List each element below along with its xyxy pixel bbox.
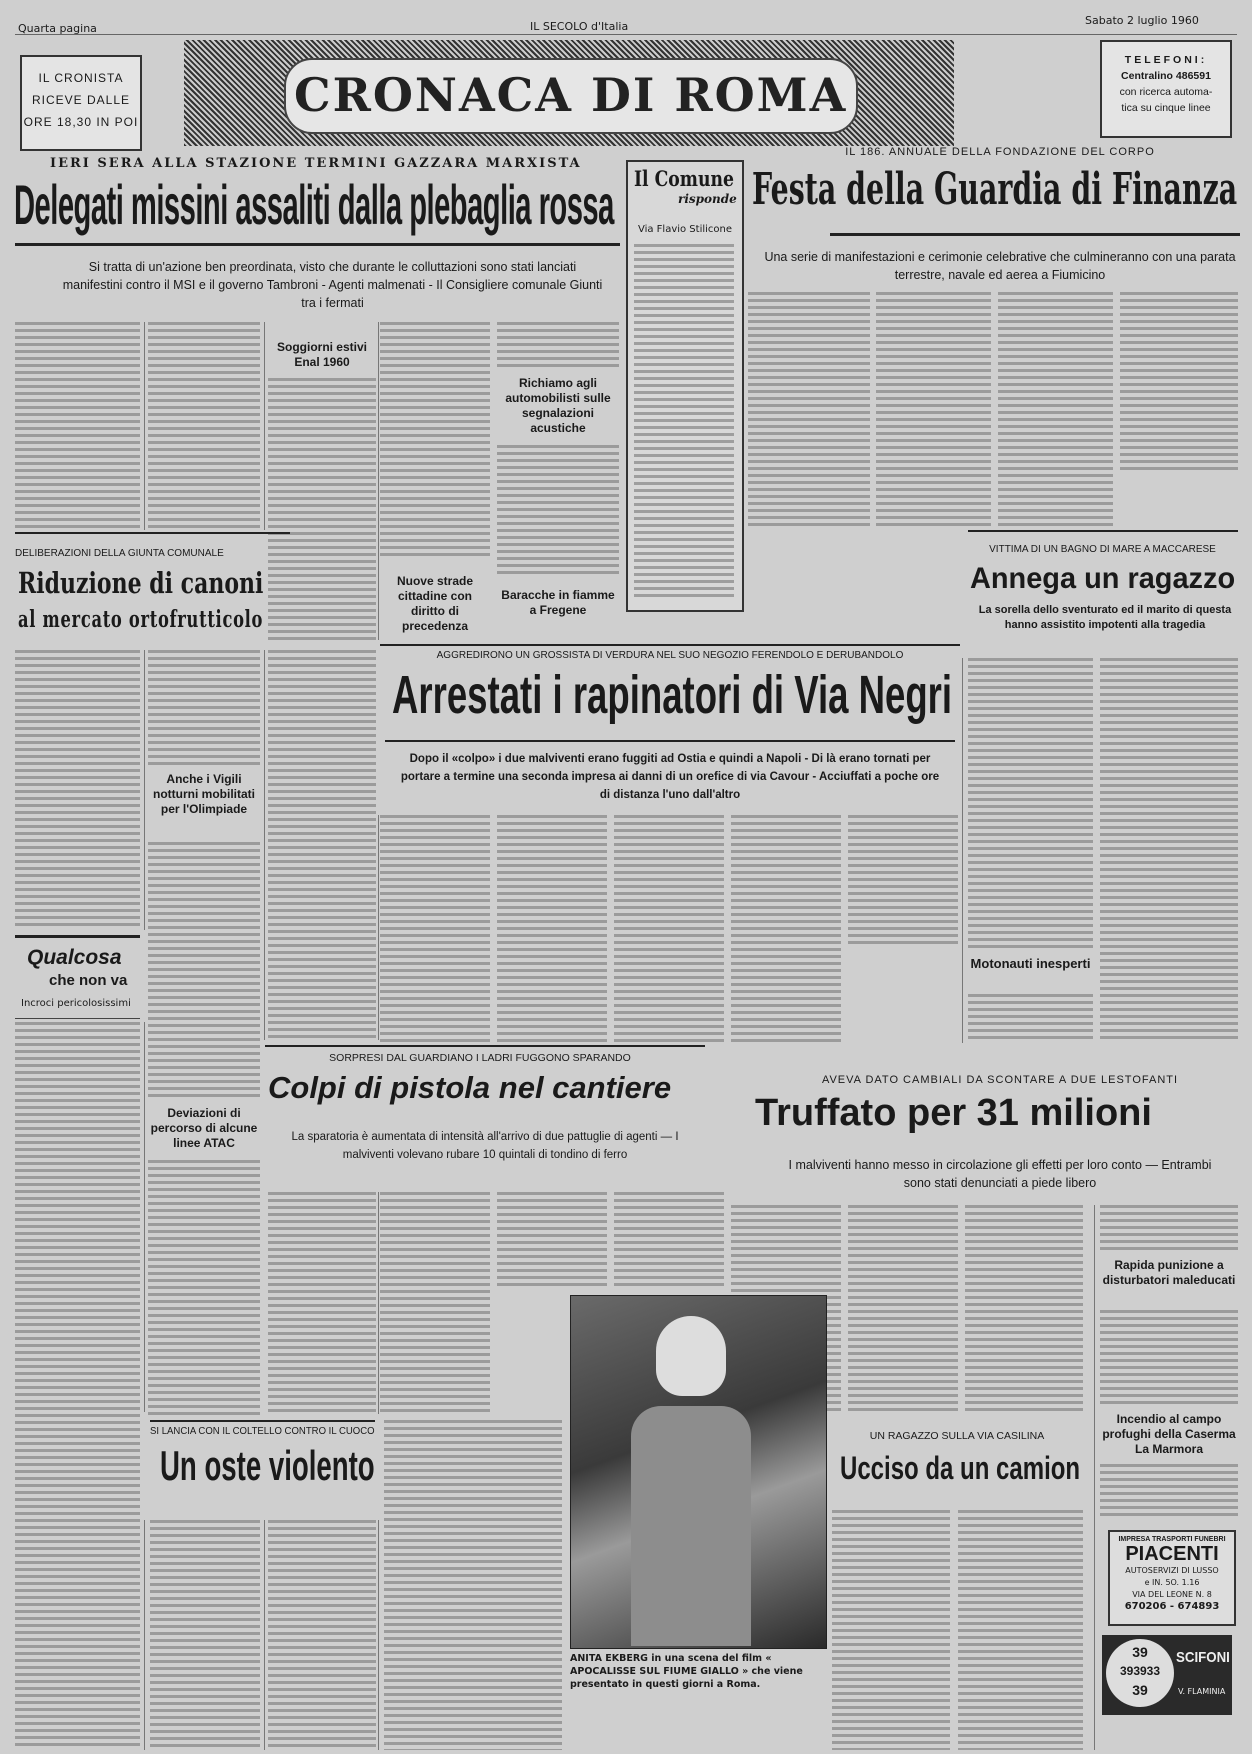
article-text [268,1520,376,1750]
piacenti-ad [1108,1530,1236,1626]
article-text [148,322,260,530]
ad-number: 393933 [1119,1664,1161,1678]
box-line: Centralino 486591 [1121,70,1211,82]
qualcosa-lead: Incroci pericolosissimi [21,998,131,1009]
section-banner [184,40,954,146]
comune-title: Il Comune [634,166,735,191]
box-line: ORE 18,30 IN POI [23,115,139,129]
finanza-subhead: Una serie di manifestazioni e cerimonie celebrative che culmineranno con una parata terrestre, navale ed aerea a Fiumicino [764,250,1236,282]
giunta-kicker: DELIBERAZIONI DELLA GIUNTA COMUNALE [15,548,224,559]
giunta-headline: Riduzione di canoni [18,566,264,600]
cantiere-kicker: SORPRESI DAL GUARDIANO I LADRI FUGGONO SPARANDO [329,1052,631,1064]
article-text [1100,1310,1238,1406]
comune-street: Via Flavio Stilicone [637,224,733,235]
finanza-kicker: IL 186. ANNUALE DELLA FONDAZIONE DEL CORPO [845,146,1155,158]
article-text [748,292,870,530]
article-text [497,1192,607,1287]
lead-kicker: IERI SERA ALLA STAZIONE TERMINI GAZZARA MARXISTA [50,156,582,171]
article-text [380,1192,490,1414]
scifoni-ad [1102,1635,1232,1715]
article-text [968,994,1093,1042]
article-text [497,322,619,368]
box-line: con ricerca automa- [1119,86,1213,98]
article-text [380,322,490,557]
article-text [965,1205,1083,1415]
article-text [832,1510,950,1750]
annega-kicker: VITTIMA DI UN BAGNO DI MARE A MACCARESE [989,544,1216,555]
ad-place: V. FLAMINIA [1178,1687,1226,1696]
ad-line: VIA DEL LEONE N. 8 [1132,1590,1212,1599]
article-text [148,650,260,765]
brief-baracche: Baracche in fiamme a Fregene [501,588,615,617]
article-text [497,815,607,1043]
phones-box [1100,40,1232,138]
box-line: tica su cinque linee [1121,102,1211,114]
truffa-subhead: I malviventi hanno messo in circolazione gli effetti per loro conto — Entrambi sono stati denunciati a piede libero [788,1158,1212,1190]
brief-enal: Soggiorni estivi Enal 1960 [276,340,367,369]
ad-line: AUTOSERVIZI DI LUSSO [1125,1566,1219,1575]
issue-date: Sabato 2 luglio 1960 [1085,14,1199,27]
oste-kicker: SI LANCIA CON IL COLTELLO CONTRO IL CUOCO [150,1426,375,1437]
cantiere-headline: Colpi di pistola nel cantiere [268,1070,672,1105]
section-title: CRONACA DI ROMA [294,68,848,122]
annega-subhead: La sorella dello sventurato ed il marito di questa hanno assistito impotenti alla tragedia [978,604,1232,631]
brief-incendio: Incendio al campo profughi della Caserma La Marmora [1102,1412,1236,1456]
ad-name: PIACENTI [1125,1543,1219,1565]
comune-subtitle: risponde [678,192,737,206]
lead-subhead: Si tratta di un'azione ben preordinata, visto che durante le colluttazioni sono stati lanciati manifestini contro il MSI e il governo Tambroni - Agenti malmenati - Il Consigliere comunale Giunti tra i fermati [62,260,603,310]
ad-line: e IN. 5O. 1.16 [1144,1578,1200,1587]
qualcosa-subtitle: che non va [49,972,128,989]
oste-headline: Un oste violento [160,1442,375,1489]
negri-subhead: Dopo il «colpo» i due malviventi erano fuggiti ad Ostia e quindi a Napoli - Di là erano tornati per portare a termine una seconda impresa ai danni di un orefice di via Cavour - Acciuffati a poche ore di distanza l'uno dall'altro [400,753,940,801]
camion-headline: Ucciso da un camion [840,1450,1081,1486]
annega-headline: Annega un ragazzo [970,562,1236,595]
box-line: RICEVE DALLE [31,93,131,107]
article-text [876,292,991,530]
truffa-kicker: AVEVA DATO CAMBIALI DA SCONTARE A DUE LESTOFANTI [821,1074,1179,1086]
film-still-photo [570,1295,827,1649]
qualcosa-box [15,935,140,1019]
brief-rapida: Rapida punizione a disturbatori maleducati [1102,1258,1236,1287]
brief-vigili: Anche i Vigili notturni mobilitati per l'Olimpiade [153,772,255,816]
article-text [148,842,260,1100]
photo-caption: ANITA EKBERG in una scena del film « APOCALISSE SUL FIUME GIALLO » che viene presentato in questi giorni a Roma. [570,1653,803,1690]
article-text [268,378,376,640]
article-text [998,292,1113,530]
qualcosa-title: Qualcosa [27,946,122,969]
brief-motonauti: Motonauti inesperti [970,956,1091,971]
article-text [15,322,140,530]
article-text [958,1510,1083,1750]
box-line: TELEFONI: [1124,54,1208,66]
article-text [968,658,1093,948]
article-text [150,1520,260,1750]
box-line: IL CRONISTA [38,71,124,85]
article-text [731,815,841,1043]
article-text [848,815,958,945]
article-text [15,1022,140,1750]
ad-number: 39 [1132,1644,1148,1660]
comune-box [626,160,744,612]
article-text [148,1160,260,1415]
article-text [848,1205,958,1415]
article-text [380,815,490,1043]
article-text [497,445,619,577]
cantiere-subhead: La sparatoria è aumentata di intensità all'arrivo di due pattuglie di agenti — I malviventi volevano rubare 10 quintali di tondino di ferro [291,1131,679,1161]
finanza-headline: Festa della Guardia di Finanza [752,164,1238,215]
paper-name: IL SECOLO d'Italia [530,20,629,33]
ad-name: SCIFONI [1176,1649,1230,1666]
article-text [1100,1205,1238,1253]
article-text [614,815,724,1043]
ad-number: 39 [1132,1682,1148,1698]
camion-kicker: UN RAGAZZO SULLA VIA CASILINA [869,1430,1045,1442]
brief-richiamo: Richiamo agli automobilisti sulle segnalazioni acustiche [505,376,611,435]
article-text [268,1192,376,1414]
article-text [614,1192,724,1287]
truffa-headline: Truffato per 31 milioni [755,1092,1152,1134]
negri-kicker: AGGREDIRONO UN GROSSISTA DI VERDURA NEL SUO NEGOZIO FERENDOLO E DERUBANDOLO [436,650,904,661]
negri-headline: Arrestati i rapinatori di Via Negri [392,665,953,725]
page-label: Quarta pagina [18,22,97,35]
article-text [268,650,376,1038]
cronista-box [20,55,142,151]
article-text [1100,658,1238,1042]
article-text [1100,1464,1238,1520]
brief-atac: Deviazioni di percorso di alcune linee ATAC [150,1106,258,1150]
brief-strade: Nuove strade cittadine con diritto di precedenza [396,574,474,633]
article-text [15,650,140,928]
giunta-headline-2: al mercato ortofrutticolo [18,606,264,633]
article-text [384,1420,562,1750]
article-text [1120,292,1238,472]
ad-line: IMPRESA TRASPORTI FUNEBRI [1118,1536,1226,1543]
lead-headline: Delegati missini assaliti dalla plebaglia rossa [14,173,614,236]
ad-phones: 670206 - 674893 [1124,1601,1220,1612]
